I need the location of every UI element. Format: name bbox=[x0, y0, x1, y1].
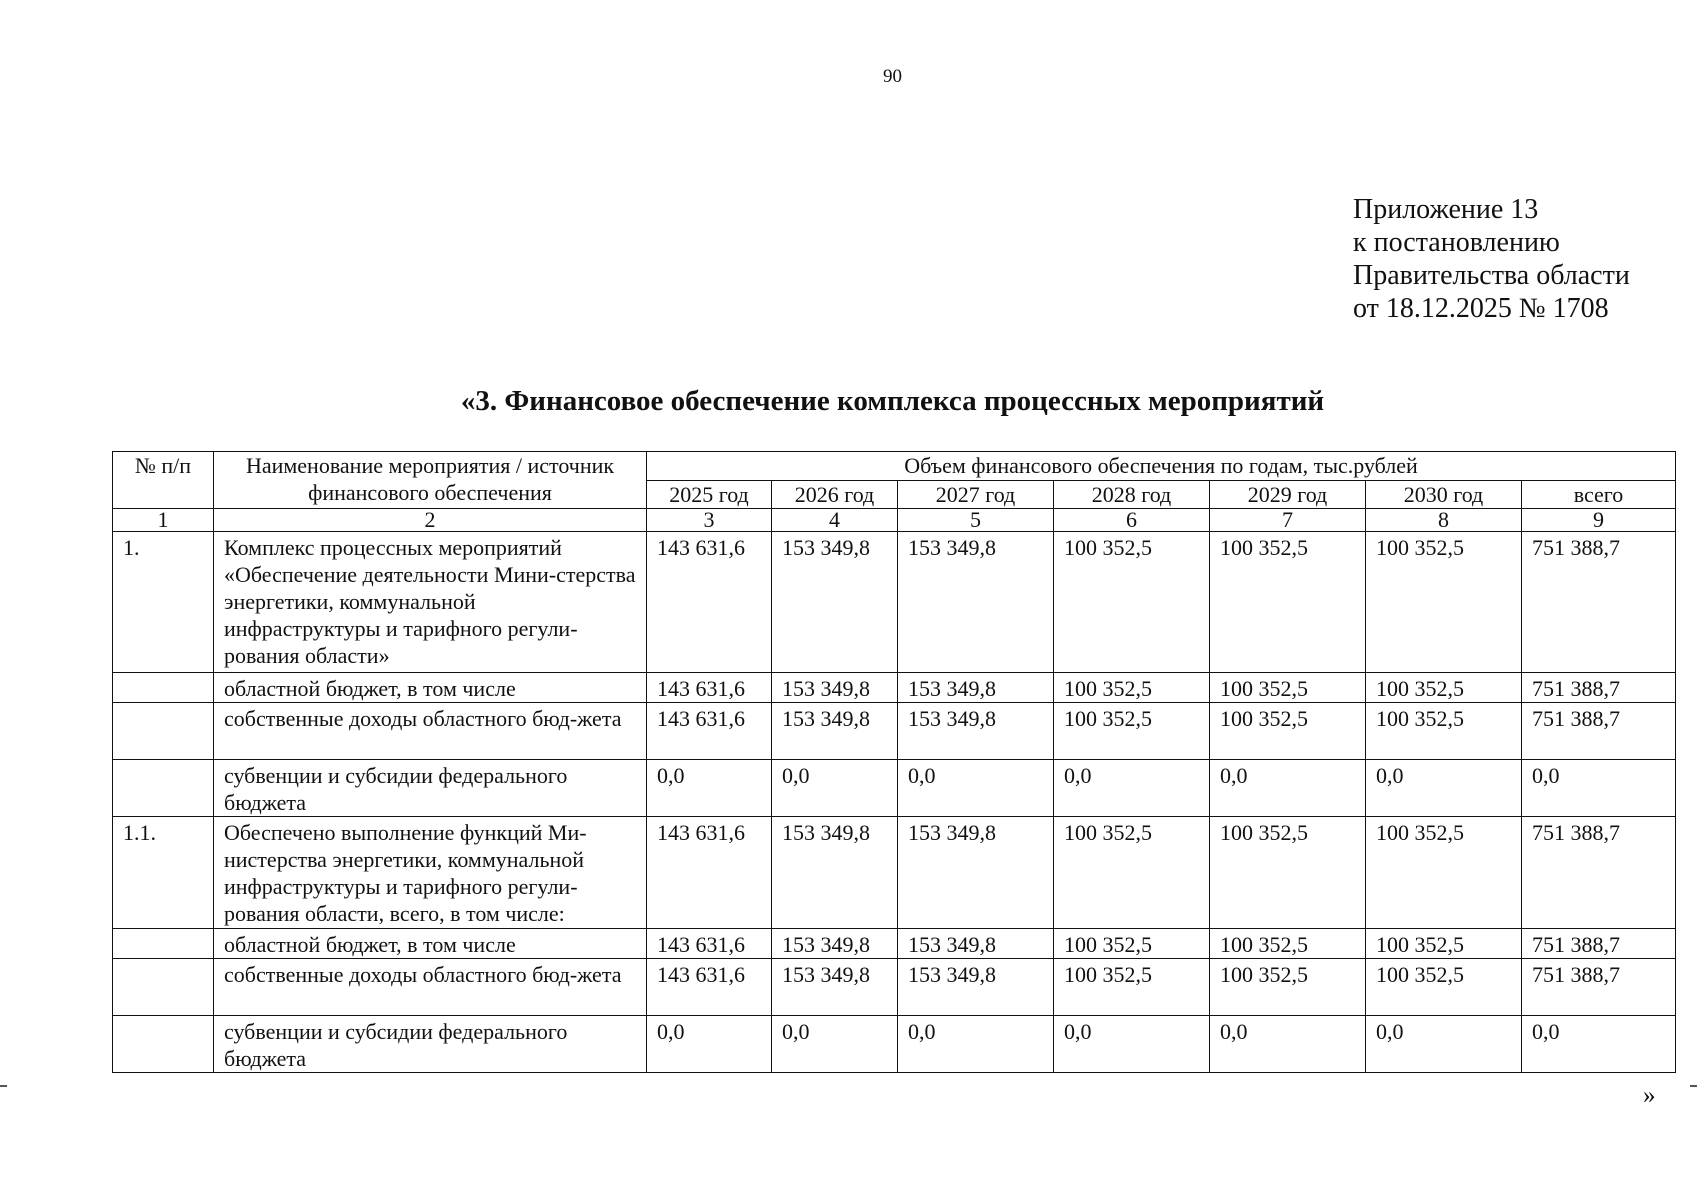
row-year-value: 100 352,5 bbox=[1054, 959, 1210, 1016]
row-total-value: 751 388,7 bbox=[1522, 532, 1676, 673]
row-number: 1.1. bbox=[113, 817, 214, 929]
row-number bbox=[113, 673, 214, 703]
column-number: 4 bbox=[772, 509, 898, 532]
row-number bbox=[113, 703, 214, 760]
header-total: всего bbox=[1522, 481, 1676, 509]
row-year-value: 153 349,8 bbox=[898, 959, 1054, 1016]
column-number: 8 bbox=[1366, 509, 1522, 532]
row-number: 1. bbox=[113, 532, 214, 673]
table-row bbox=[113, 959, 1676, 1016]
row-year-value: 153 349,8 bbox=[772, 817, 898, 929]
header-name: Наименование мероприятия / источник финансового обеспечения bbox=[214, 452, 647, 509]
row-year-value: 100 352,5 bbox=[1054, 673, 1210, 703]
row-number bbox=[113, 1016, 214, 1073]
header-year: 2029 год bbox=[1210, 481, 1366, 509]
row-year-value: 0,0 bbox=[772, 1016, 898, 1073]
column-number: 6 bbox=[1054, 509, 1210, 532]
row-year-value: 0,0 bbox=[772, 760, 898, 817]
row-year-value: 0,0 bbox=[647, 1016, 772, 1073]
row-number bbox=[113, 929, 214, 959]
row-total-value: 0,0 bbox=[1522, 1016, 1676, 1073]
row-year-value: 100 352,5 bbox=[1366, 532, 1522, 673]
row-year-value: 100 352,5 bbox=[1210, 817, 1366, 929]
row-year-value: 153 349,8 bbox=[772, 532, 898, 673]
header-year: 2026 год bbox=[772, 481, 898, 509]
row-year-value: 100 352,5 bbox=[1210, 703, 1366, 760]
financing-table bbox=[112, 451, 1676, 1073]
table-row bbox=[113, 1016, 1676, 1073]
row-year-value: 100 352,5 bbox=[1366, 959, 1522, 1016]
row-total-value: 751 388,7 bbox=[1522, 817, 1676, 929]
table-row bbox=[113, 817, 1676, 929]
row-name: собственные доходы областного бюд-жета bbox=[214, 959, 647, 1016]
closing-quote: » bbox=[1643, 1082, 1656, 1109]
column-number: 9 bbox=[1522, 509, 1676, 532]
header-num: № п/п bbox=[113, 452, 214, 509]
appendix-block bbox=[1353, 193, 1630, 325]
row-year-value: 0,0 bbox=[1366, 1016, 1522, 1073]
row-name: субвенции и субсидии федерального бюджета bbox=[214, 760, 647, 817]
scan-mark bbox=[1690, 1085, 1697, 1087]
page-number: 90 bbox=[883, 66, 902, 87]
column-numbers-row bbox=[113, 509, 1676, 532]
row-name: областной бюджет, в том числе bbox=[214, 929, 647, 959]
row-year-value: 143 631,6 bbox=[647, 703, 772, 760]
row-year-value: 0,0 bbox=[1366, 760, 1522, 817]
row-year-value: 0,0 bbox=[647, 760, 772, 817]
row-name: Обеспечено выполнение функций Ми-нистерства энергетики, коммунальной инфраструктуры и тарифного регули-рования области, всего, в том числе: bbox=[214, 817, 647, 929]
appendix-line: Приложение 13 bbox=[1353, 194, 1539, 225]
row-year-value: 153 349,8 bbox=[772, 703, 898, 760]
row-year-value: 143 631,6 bbox=[647, 929, 772, 959]
row-year-value: 0,0 bbox=[898, 760, 1054, 817]
row-year-value: 143 631,6 bbox=[647, 817, 772, 929]
row-name: областной бюджет, в том числе bbox=[214, 673, 647, 703]
row-year-value: 153 349,8 bbox=[898, 532, 1054, 673]
header-volume: Объем финансового обеспечения по годам, тыс.рублей bbox=[647, 452, 1676, 481]
row-year-value: 153 349,8 bbox=[898, 673, 1054, 703]
appendix-line: от 18.12.2025 № 1708 bbox=[1353, 293, 1609, 324]
row-total-value: 0,0 bbox=[1522, 760, 1676, 817]
row-year-value: 100 352,5 bbox=[1366, 673, 1522, 703]
table-row bbox=[113, 532, 1676, 673]
row-number bbox=[113, 959, 214, 1016]
row-year-value: 153 349,8 bbox=[772, 929, 898, 959]
document-title: «3. Финансовое обеспечение комплекса процессных мероприятий bbox=[460, 385, 1325, 417]
row-year-value: 100 352,5 bbox=[1054, 929, 1210, 959]
header-year: 2025 год bbox=[647, 481, 772, 509]
row-year-value: 0,0 bbox=[1210, 760, 1366, 817]
column-number: 7 bbox=[1210, 509, 1366, 532]
table-row bbox=[113, 703, 1676, 760]
column-number: 3 bbox=[647, 509, 772, 532]
header-year: 2030 год bbox=[1366, 481, 1522, 509]
row-year-value: 100 352,5 bbox=[1366, 703, 1522, 760]
row-number bbox=[113, 760, 214, 817]
column-number: 1 bbox=[113, 509, 214, 532]
row-year-value: 100 352,5 bbox=[1210, 929, 1366, 959]
column-number: 2 bbox=[214, 509, 647, 532]
appendix-line: к постановлению bbox=[1353, 227, 1560, 258]
table-row bbox=[113, 760, 1676, 817]
row-year-value: 153 349,8 bbox=[898, 703, 1054, 760]
row-year-value: 143 631,6 bbox=[647, 532, 772, 673]
row-year-value: 100 352,5 bbox=[1366, 817, 1522, 929]
row-year-value: 143 631,6 bbox=[647, 673, 772, 703]
header-year: 2028 год bbox=[1054, 481, 1210, 509]
row-year-value: 100 352,5 bbox=[1210, 673, 1366, 703]
row-year-value: 0,0 bbox=[1210, 1016, 1366, 1073]
row-year-value: 100 352,5 bbox=[1210, 532, 1366, 673]
table-row bbox=[113, 673, 1676, 703]
row-name: Комплекс процессных мероприятий «Обеспечение деятельности Мини-стерства энергетики, коммунальной инфраструктуры и тарифного регули-рования области» bbox=[214, 532, 647, 673]
row-year-value: 153 349,8 bbox=[772, 673, 898, 703]
row-total-value: 751 388,7 bbox=[1522, 673, 1676, 703]
row-total-value: 751 388,7 bbox=[1522, 959, 1676, 1016]
row-year-value: 0,0 bbox=[1054, 1016, 1210, 1073]
row-year-value: 153 349,8 bbox=[772, 959, 898, 1016]
row-total-value: 751 388,7 bbox=[1522, 929, 1676, 959]
row-year-value: 100 352,5 bbox=[1210, 959, 1366, 1016]
row-year-value: 143 631,6 bbox=[647, 959, 772, 1016]
header-row bbox=[113, 452, 1676, 481]
row-year-value: 100 352,5 bbox=[1054, 817, 1210, 929]
row-name: собственные доходы областного бюд-жета bbox=[214, 703, 647, 760]
row-year-value: 153 349,8 bbox=[898, 817, 1054, 929]
table-row bbox=[113, 929, 1676, 959]
row-year-value: 153 349,8 bbox=[898, 929, 1054, 959]
row-name: субвенции и субсидии федерального бюджета bbox=[214, 1016, 647, 1073]
row-year-value: 0,0 bbox=[1054, 760, 1210, 817]
row-year-value: 100 352,5 bbox=[1054, 703, 1210, 760]
column-number: 5 bbox=[898, 509, 1054, 532]
scan-mark bbox=[0, 1085, 7, 1087]
row-year-value: 0,0 bbox=[898, 1016, 1054, 1073]
row-total-value: 751 388,7 bbox=[1522, 703, 1676, 760]
row-year-value: 100 352,5 bbox=[1366, 929, 1522, 959]
header-year: 2027 год bbox=[898, 481, 1054, 509]
row-year-value: 100 352,5 bbox=[1054, 532, 1210, 673]
appendix-line: Правительства области bbox=[1353, 260, 1630, 291]
